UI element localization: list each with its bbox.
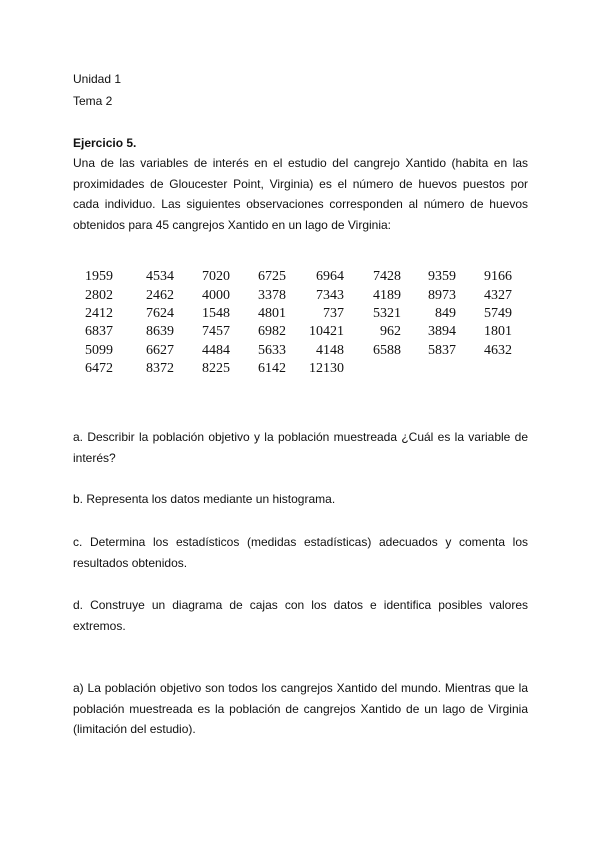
question-c: c. Determina los estadísticos (medidas estadísticas) adecuados y comenta los resultados obtenidos. xyxy=(73,535,528,570)
table-row xyxy=(85,268,512,286)
table-cell: 737 xyxy=(323,305,344,321)
table-row xyxy=(85,286,512,304)
table-cell: 2802 xyxy=(85,287,113,303)
table-cell: 4801 xyxy=(258,305,286,321)
table-row xyxy=(85,305,512,323)
table-cell: 4534 xyxy=(146,269,174,285)
table-cell: 8225 xyxy=(202,361,230,377)
table-cell: 4148 xyxy=(316,342,344,358)
table-cell: 962 xyxy=(380,324,401,340)
exercise-title: Ejercicio 5. xyxy=(73,136,137,150)
table-cell xyxy=(456,360,512,378)
table-cell: 9166 xyxy=(484,269,512,285)
table-row xyxy=(85,342,512,360)
table-cell: 8372 xyxy=(146,361,174,377)
table-cell: 6588 xyxy=(373,342,401,358)
topic-label: Tema 2 xyxy=(73,94,113,108)
table-cell: 3894 xyxy=(428,324,456,340)
table-cell xyxy=(344,360,401,378)
exercise-intro: Una de las variables de interés en el estudio del cangrejo Xantido (habita en las proximidades de Gloucester Point, Virginia) es el número de huevos puestos por cada individuo. Las siguientes observaciones corresponden al número de huevos obtenidos para 45 cangrejos Xantido en un lago de Virginia: xyxy=(73,156,528,232)
table-cell: 8639 xyxy=(146,324,174,340)
table-cell: 2462 xyxy=(146,287,174,303)
table-cell: 6837 xyxy=(85,324,113,340)
table-cell: 10421 xyxy=(309,324,344,340)
answer-a: a) La población objetivo son todos los cangrejos Xantido del mundo. Mientras que la población muestreada es la población de cangrejos Xantido de un lago de Virginia (limitación del estudio). xyxy=(73,681,528,736)
table-cell: 1548 xyxy=(202,305,230,321)
table-cell: 6142 xyxy=(258,361,286,377)
table-cell: 6964 xyxy=(316,269,344,285)
table-cell: 1801 xyxy=(484,324,512,340)
egg-count-table xyxy=(85,268,512,378)
table-cell: 5837 xyxy=(428,342,456,358)
table-cell: 7457 xyxy=(202,324,230,340)
table-cell: 5749 xyxy=(484,305,512,321)
table-cell: 4632 xyxy=(484,342,512,358)
table-cell: 1959 xyxy=(85,269,113,285)
question-b: b. Representa los datos mediante un histograma. xyxy=(73,492,336,506)
table-cell: 7020 xyxy=(202,269,230,285)
table-cell: 5633 xyxy=(258,342,286,358)
table-cell: 6472 xyxy=(85,361,113,377)
table-cell: 6627 xyxy=(146,342,174,358)
table-row xyxy=(85,360,512,378)
table-cell: 9359 xyxy=(428,269,456,285)
table-cell xyxy=(401,360,456,378)
table-cell: 5321 xyxy=(373,305,401,321)
table-cell: 12130 xyxy=(309,361,344,377)
table-row xyxy=(85,323,512,341)
table-cell: 849 xyxy=(435,305,456,321)
table-cell: 5099 xyxy=(85,342,113,358)
table-cell: 4484 xyxy=(202,342,230,358)
question-a: a. Describir la población objetivo y la población muestreada ¿Cuál es la variable de interés? xyxy=(73,430,528,465)
table-cell: 6982 xyxy=(258,324,286,340)
table-cell: 7343 xyxy=(316,287,344,303)
table-cell: 4327 xyxy=(484,287,512,303)
table-cell: 4000 xyxy=(202,287,230,303)
table-cell: 7624 xyxy=(146,305,174,321)
unit-label: Unidad 1 xyxy=(73,72,122,86)
question-d: d. Construye un diagrama de cajas con los datos e identifica posibles valores extremos. xyxy=(73,598,528,633)
table-cell: 6725 xyxy=(258,269,286,285)
table-cell: 3378 xyxy=(258,287,286,303)
table-cell: 7428 xyxy=(373,269,401,285)
table-cell: 8973 xyxy=(428,287,456,303)
table-cell: 2412 xyxy=(85,305,113,321)
table-cell: 4189 xyxy=(373,287,401,303)
